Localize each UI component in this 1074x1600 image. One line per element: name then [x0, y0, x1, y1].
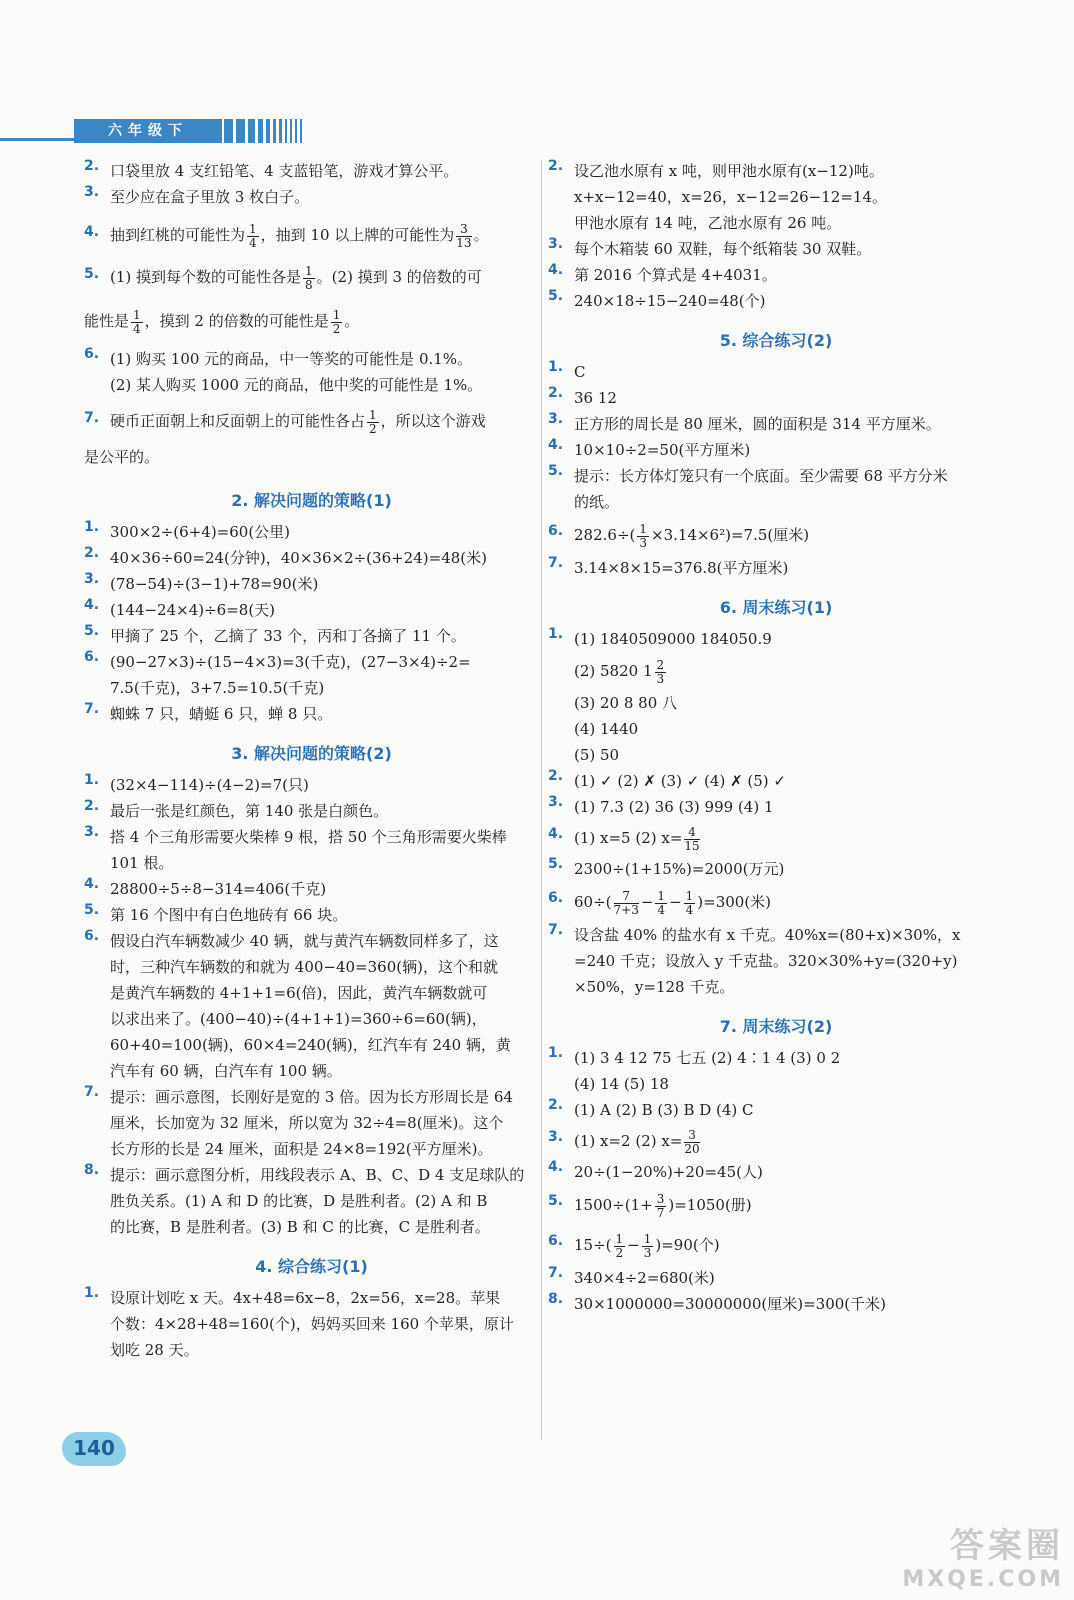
page-number: 140 — [73, 1436, 115, 1460]
answer-item: 1. (1) 3 4 12 75 七五 (2) 4∶1 4 (3) 0 2 (4) 14 (5) 18 — [548, 1045, 841, 1093]
answer-item: 1. 设原计划吃 x 天。4x+48=6x−8，2x=56，x=28。苹果 个数：4×28+48=160(个)，妈妈买回来 160 个苹果，原计 划吃 28 天。 — [84, 1285, 514, 1359]
answer-item: 8. 30×1000000=30000000(厘米)=300(千米) — [548, 1291, 886, 1313]
watermark-line2: MXQE.COM — [902, 1567, 1064, 1592]
answer-item: 5. 甲摘了 25 个，乙摘了 33 个，丙和丁各摘了 11 个。 — [84, 623, 466, 645]
answer-item: 5. 2300÷(1+15%)=2000(万元) — [548, 856, 785, 878]
fraction: $\frac{1}{4}$ — [133, 307, 141, 336]
answer-item: 6. 假设白汽车辆数减少 40 辆，就与黄汽车辆数同样多了，这 时，三种汽车辆数的和就为 400−40=360(辆)，这个和就 是黄汽车辆数的 4+1+1=6(倍)，因此，黄汽车辆数就可 以求出来了。(400−40)÷(4+1+1)=360÷6=60(辆)， 60+40=100(辆)，60×4=240(辆)，红汽车有 240 辆，黄 汽车有 60 辆，白汽车有 100 辆。 — [84, 928, 511, 1080]
answer-item: 3. (1) 7.3 (2) 36 (3) 999 (4) 1 — [548, 794, 774, 816]
section-title: 2. 解决问题的策略(1) — [231, 491, 392, 510]
answer-item: 1. 300×2÷(6+4)=60(公里) — [84, 519, 291, 541]
answer-item: 1. (32×4−114)÷(4−2)=7(只) — [84, 772, 309, 794]
answer-item: 5. 240×18÷15−240=48(个) — [548, 288, 766, 310]
answer-item: 6. (1) 购买 100 元的商品，中一等奖的可能性是 0.1%。 (2) 某人购买 1000 元的商品，他中奖的可能性是 1%。 — [84, 346, 483, 394]
answer-item: 7. 提示：画示意图，长刚好是宽的 3 倍。因为长方形周长是 64 厘米，长加宽为 32 厘米，所以宽为 32÷4=8(厘米)。这个 长方形的长是 24 厘米，面积是 24×8=192(平方厘米)。 — [84, 1084, 513, 1158]
answer-item: 7. 硬币正面朝上和反面朝上的可能性各占 $\frac{1}{2}$ ，所以这个游戏 — [84, 407, 486, 436]
fraction: $\frac{1}{4}$ — [685, 888, 694, 917]
answer-item: 8. 提示：画示意图分析，用线段表示 A、B、C、D 4 支足球队的 胜负关系。(1) A 和 D 的比赛，D 是胜利者。(2) A 和 B 的比赛，B 是胜利者。(3) B 和 C 的比赛，C 是胜利者。 — [84, 1162, 525, 1236]
fraction: $\frac{1}{4}$ — [657, 888, 666, 917]
answer-item: 6. 15÷( $\frac{1}{2}$ − $\frac{1}{3}$ )=90(个) — [548, 1231, 720, 1260]
right-column — [548, 158, 1004, 1317]
answer-item: 6. (90−27×3)÷(15−4×3)=3(千克)，(27−3×4)÷2= 7.5(千克)，3+7.5=10.5(千克) — [84, 649, 471, 697]
left-column: 2. 口袋里放 4 支红铅笔、4 支蓝铅笔，游戏才算公平。 3. 至少应在盒子里放 3 枚白子。 4. 抽到红桃的可能性为 $\frac{1}{4}$ ，抽到 10 以上牌的可能性为 $\frac{3}{13}$ 。 5. (1) 摸到每个数的可能性各是 $\frac{1}{8}$ 。(2) 摸到 3 的倍数的可 能性是 $\frac{1}{4}$ ，摸到 2 的倍数的可能性是 $\frac{1}{2}$ 。 6. (1) 购买 100 元的商品，中一等奖的可能性是 0.1%。 (2) 某人购买 1000 元的商品，他中奖的可能性是 1%。 7. 硬币正面朝上和反面朝上的可能性各占 $\frac{1}{2}$ ，所以这个游戏 是公平的。 2. 解决问题的策略(1) 1. 300×2÷(6+4)=60(公里) 2. 40×36÷60=24(分钟)，40×36×2÷(36+24)=48(米) 3. (78−54)÷(3−1)+78=90(米) 4. (144−24×4)÷6=8(天) 5. 甲摘了 25 个，乙摘了 33 个，丙和丁各摘了 11 个。 6. (90−27×3)÷(15−4×3)=3(千克)，(27−3×4)÷2= 7.5(千克)，3+7.5=10.5(千克) 7. 蜘蛛 7 只，蜻蜓 6 只，蝉 8 只。 3. 解决问题的策略(2) 1. (32×4−114)÷(4−2)=7(只) 2. 最后一张是红颜色，第 140 张是白颜色。 3. 搭 4 个三角形需要火柴棒 9 根，搭 50 个三角形需要火柴棒 101 根。 4. 28800÷5÷8−314=406(千克) 5. 第 16 个图中有白色地砖有 66 块。 6. 假设白汽车辆数减少 40 辆，就与黄汽车辆数同样多了，这 时，三种汽车辆数的和就为 400−40=360(辆)，这个和就 是黄汽车辆数的 4+1+1=6(倍)，因此，黄汽车辆数就可 以求出来了。(400−40)÷(4+1+1)=360÷6=60(辆)， 60+40=100(辆)，60×4=240(辆)，红汽车有 240 辆，黄 汽车有 60 辆，白汽车有 100 辆。 7. 提示：画示意图，长刚好是宽的 3 倍。因为长方形周长是 64 厘米，长加宽为 32 厘米，所以宽为 32÷4=8(厘米)。这个 长方形的长是 24 厘米，面积是 24×8=192(平方厘米)。 8. 提示：画示意图分析，用线段表示 A、B、C、D 4 支足球队的 胜负关系。(1) A 和 D 的比赛，D 是胜利者。(2) A 和 B 的比赛，B 是胜利者。(3) B 和 C 的比赛，C 是胜利者。 4. 综合练习(1) 1. 设原计划吃 x 天。4x+48=6x−8，2x=56，x=28。苹果 个数：4×28+48=160(个)，妈妈买回来 160 个苹果，原计 划吃 28 天。 — [84, 158, 539, 1363]
answer-item: 5. 第 16 个图中有白色地砖有 66 块。 — [84, 902, 348, 924]
answer-item: 2. 设乙池水原有 x 吨，则甲池水原有(x−12)吨。 x+x−12=40，x=26，x−12=26−12=14。 甲池水原有 14 吨，乙池水原有 26 吨。 — [548, 158, 887, 232]
answer-item: 4. 10×10÷2=50(平方厘米) — [548, 437, 751, 459]
fraction: $\frac{4}{15}$ — [684, 824, 700, 853]
header-rule — [0, 138, 78, 141]
answer-item: 2. 40×36÷60=24(分钟)，40×36×2÷(36+24)=48(米) — [84, 545, 487, 567]
watermark-line1: 答案圈 — [950, 1526, 1064, 1566]
fraction: $\frac{3}{7}$ — [656, 1191, 665, 1220]
column-divider — [541, 160, 542, 1440]
fraction: $\frac{1}{8}$ — [305, 263, 313, 292]
fraction: $\frac{2}{3}$ — [656, 657, 665, 686]
answer-item: 3. 至少应在盒子里放 3 枚白子。 — [84, 184, 310, 206]
answer-item: 4. 抽到红桃的可能性为 $\frac{1}{4}$ ，抽到 10 以上牌的可能性为 $\frac{3}{13}$ 。 — [84, 221, 489, 250]
answer-item: 1. C — [548, 359, 586, 381]
section-title: 6. 周末练习(1) — [719, 598, 833, 617]
fraction: $\frac{1}{2}$ — [332, 307, 341, 336]
watermark — [902, 1518, 1064, 1592]
answer-item: 2. 最后一张是红颜色，第 140 张是白颜色。 — [84, 798, 389, 820]
answer-item: 4. 28800÷5÷8−314=406(千克) — [84, 876, 327, 898]
answer-item: 4. 第 2016 个算式是 4+4031。 — [548, 262, 777, 284]
answer-item: 2. (1) ✓ (2) ✗ (3) ✓ (4) ✗ (5) ✓ — [548, 768, 786, 790]
fraction: $\frac{1}{2}$ — [615, 1231, 624, 1260]
page-number-badge — [62, 1424, 126, 1468]
answer-item: 5. 1500÷(1+ $\frac{3}{7}$ )=1050(册) — [548, 1191, 752, 1220]
answer-item: 4. (1) x=5 (2) x= $\frac{4}{15}$ — [548, 824, 700, 853]
fraction: $\frac{1}{4}$ — [249, 221, 257, 250]
answer-item: 2. (1) A (2) B (3) B D (4) C — [548, 1097, 754, 1119]
answer-item: 7. 3.14×8×15=376.8(平方厘米) — [548, 555, 789, 577]
section-title: 5. 综合练习(2) — [719, 331, 833, 350]
answer-item: 3. 搭 4 个三角形需要火柴棒 9 根，搭 50 个三角形需要火柴棒 101 根。 — [84, 824, 507, 872]
answer-item: 6. 60÷( $\frac{7}{7+3}$ − $\frac{1}{4}$ − $\frac{1}{4}$ )=300(米) — [548, 888, 772, 917]
fraction: $\frac{3}{13}$ — [456, 221, 472, 250]
fraction: $\frac{7}{7+3}$ — [613, 888, 639, 917]
grade-label: 六年级下 — [74, 119, 222, 143]
answer-item: 4. (144−24×4)÷6=8(天) — [84, 597, 276, 619]
answer-item: 7. 设含盐 40% 的盐水有 x 千克。40%x=(80+x)×30%，x =240 千克；设放入 y 千克盐。320×30%+y=(320+y) ×50%，y=128 千克。 — [548, 922, 961, 996]
answer-item: 2. 36 12 — [548, 385, 617, 407]
answer-item: 3. (78−54)÷(3−1)+78=90(米) — [84, 571, 319, 593]
answer-item: 3. 正方形的周长是 80 厘米，圆的面积是 314 平方厘米。 — [548, 411, 941, 433]
answer-item: 6. 282.6÷( $\frac{1}{3}$ ×3.14×6²)=7.5(厘米) — [548, 521, 810, 550]
answer-item: 1. (1) 1840509000 184050.9 (2) 5820 1 $\frac{2}{3}$ (3) 20 8 80 八 (4) 1440 (5) 50 — [548, 626, 772, 764]
answer-item: 5. (1) 摸到每个数的可能性各是 $\frac{1}{8}$ 。(2) 摸到 3 的倍数的可 — [84, 263, 482, 292]
section-title: 7. 周末练习(2) — [719, 1017, 833, 1036]
section-title: 4. 综合练习(1) — [255, 1257, 368, 1276]
answer-item: 7. 蜘蛛 7 只，蜻蜓 6 只，蝉 8 只。 — [84, 701, 333, 723]
fraction: $\frac{1}{3}$ — [639, 521, 648, 550]
section-title: 3. 解决问题的策略(2) — [231, 744, 392, 763]
fraction: $\frac{1}{3}$ — [643, 1231, 652, 1260]
header-bars-decoration — [224, 119, 302, 143]
answer-item: 2. 口袋里放 4 支红铅笔、4 支蓝铅笔，游戏才算公平。 — [84, 158, 459, 180]
answer-item: 3. (1) x=2 (2) x= $\frac{3}{20}$ — [548, 1127, 700, 1156]
fraction: $\frac{3}{20}$ — [684, 1127, 700, 1156]
answer-item: 3. 每个木箱装 60 双鞋，每个纸箱装 30 双鞋。 — [548, 236, 872, 258]
fraction: $\frac{1}{2}$ — [369, 407, 377, 436]
page-header — [0, 0, 1074, 148]
answer-item: 7. 340×4÷2=680(米) — [548, 1265, 715, 1287]
answer-item: 4. 20÷(1−20%)+20=45(人) — [548, 1159, 763, 1181]
answer-item: 5. 提示：长方体灯笼只有一个底面。至少需要 68 平方分米 的纸。 — [548, 463, 948, 511]
